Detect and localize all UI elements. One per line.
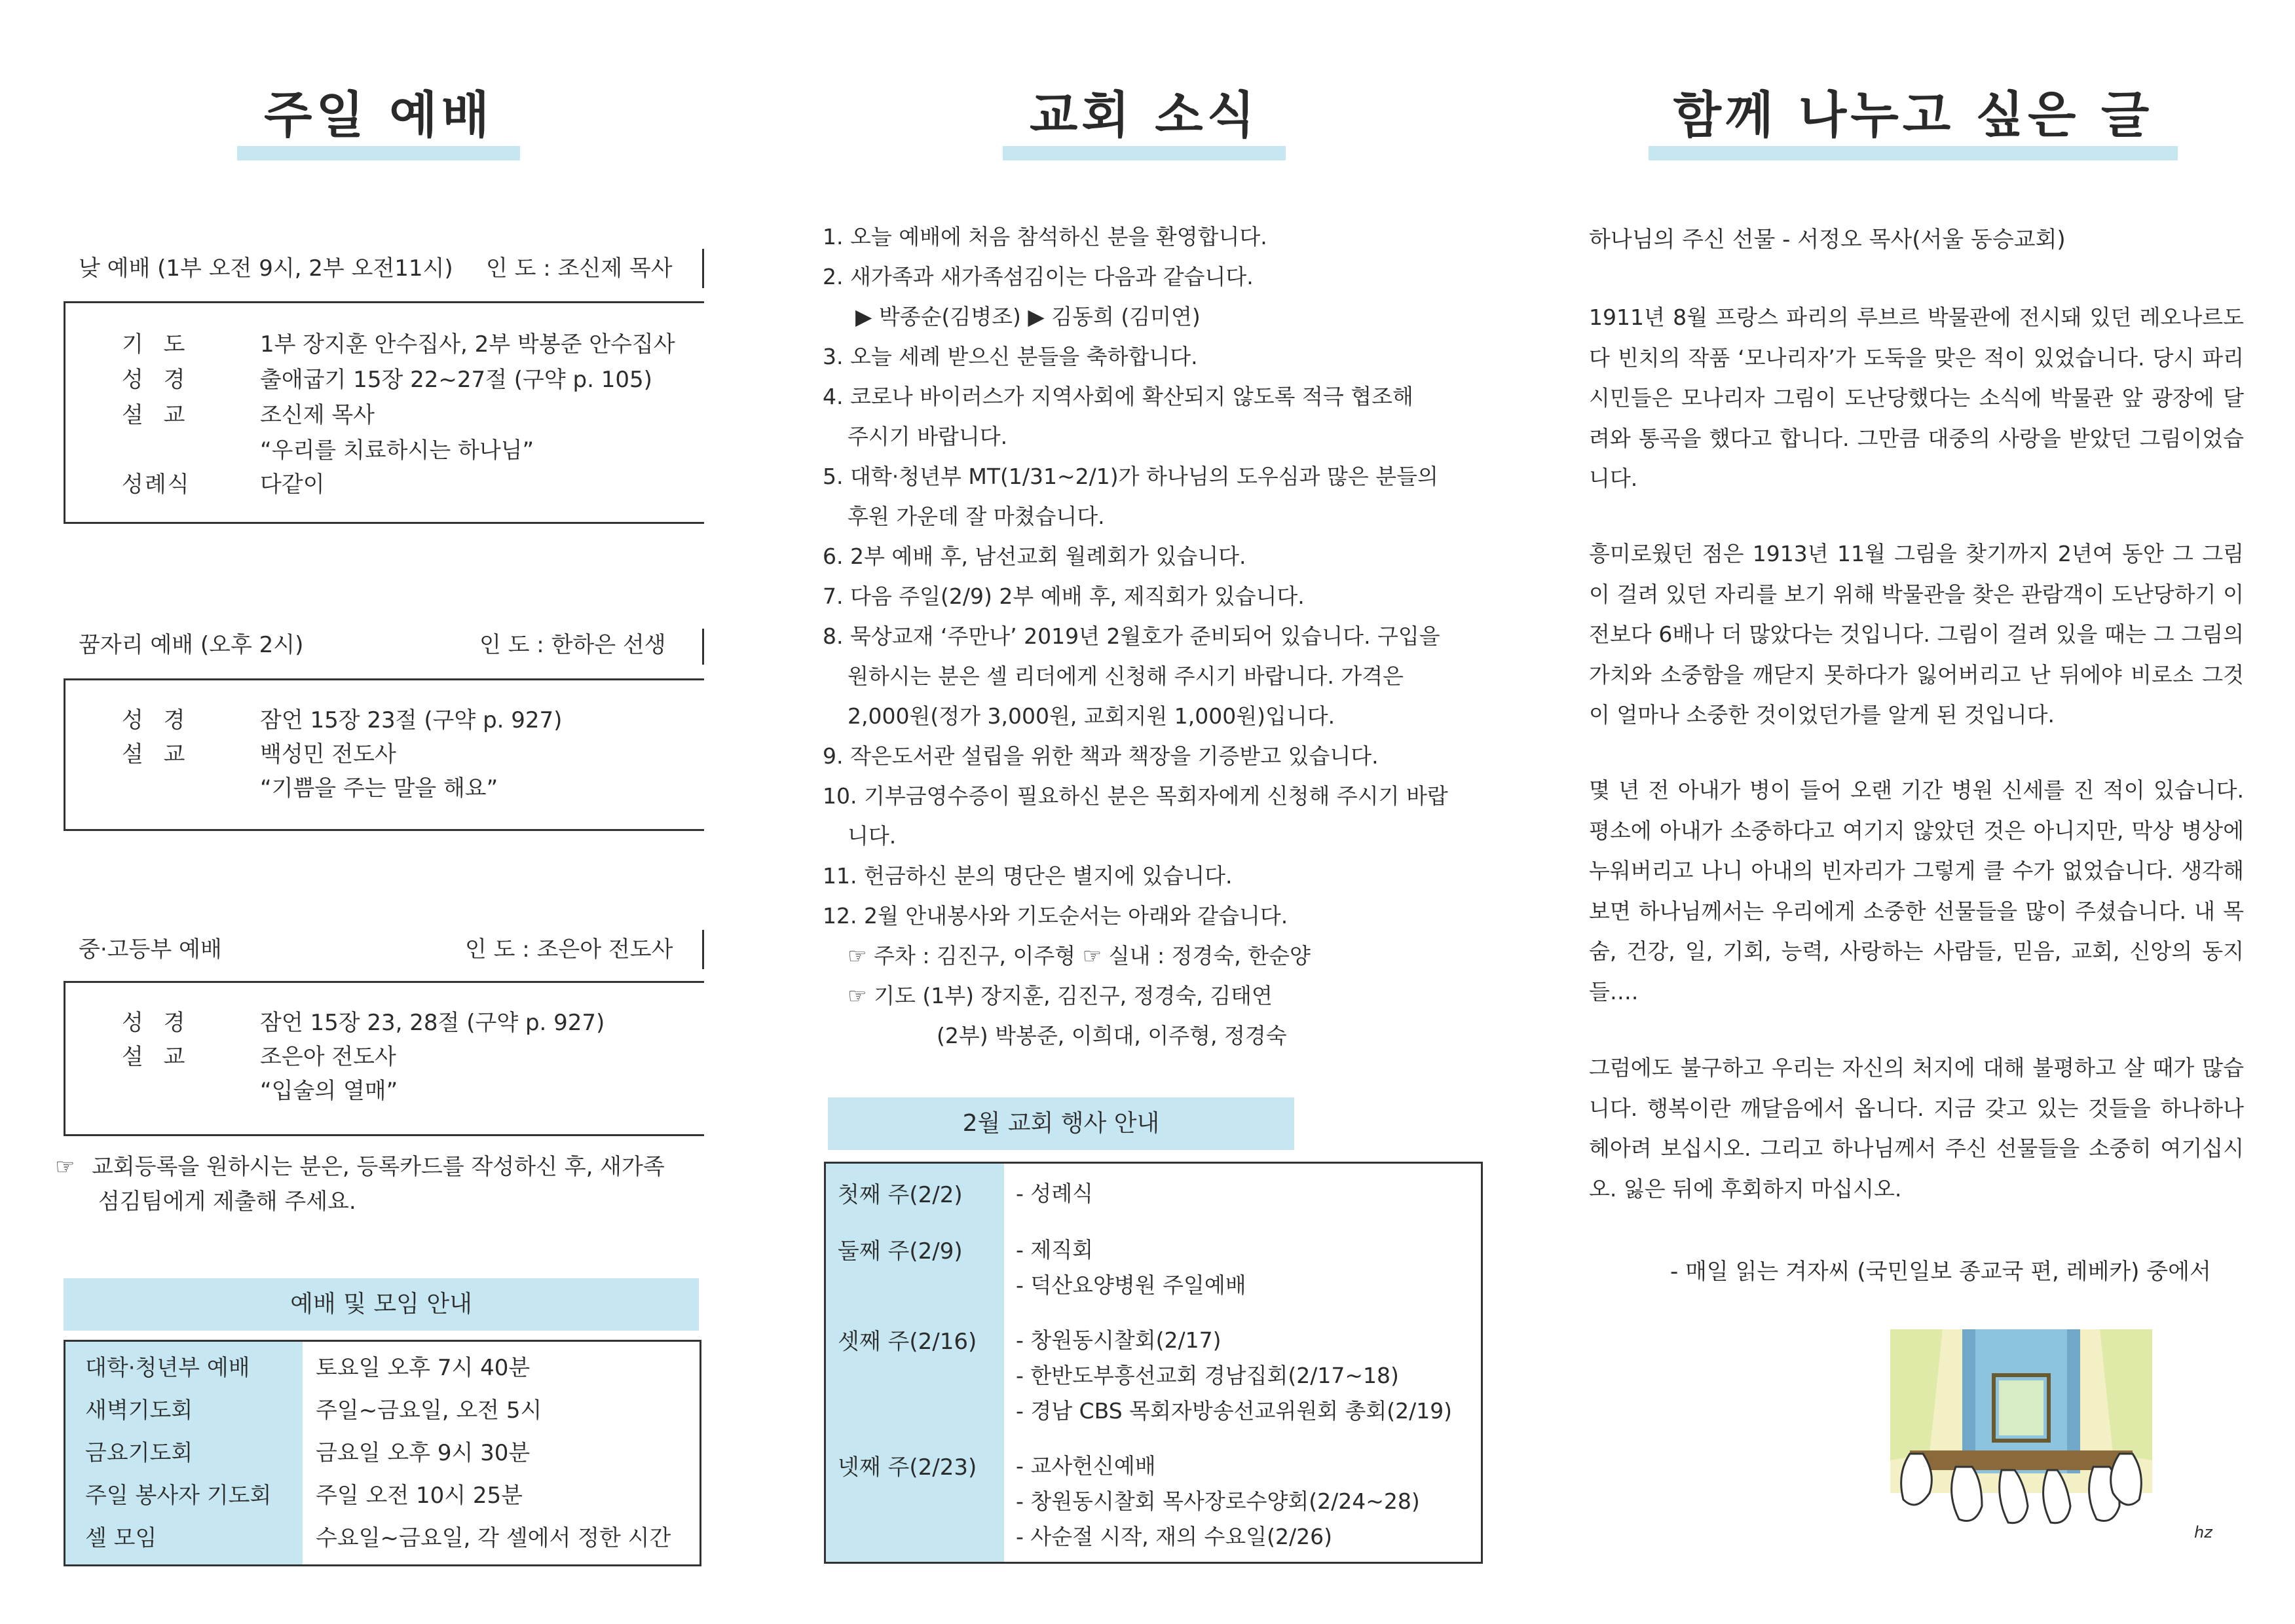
morning-service-leader: 인 도 : 조신제 목사 <box>486 255 673 282</box>
column-church-news <box>765 0 1530 1624</box>
row-value: 1부 장지훈 안수집사, 2부 박봉준 안수집사 <box>260 331 675 358</box>
artist-signature: hz <box>2194 1523 2212 1541</box>
news-item: 원하시는 분은 셀 리더에게 신청해 주시기 바랍니다. 가격은 <box>848 663 1404 689</box>
row-label: 성 경 <box>122 367 192 393</box>
box-edge <box>64 522 704 524</box>
row-value: 다같이 <box>260 471 325 498</box>
schedule-time: 토요일 오후 7시 40분 <box>316 1355 531 1381</box>
news-item: 3. 오늘 세례 받으신 분들을 축하합니다. <box>823 344 1198 369</box>
row-value: 잠언 15장 23절 (구약 p. 927) <box>260 707 563 733</box>
title-underline <box>1649 146 2178 160</box>
news-item: 11. 헌금하신 분의 명단은 별지에 있습니다. <box>823 863 1233 889</box>
row-label: 기 도 <box>122 331 192 358</box>
news-item: 10. 기부금영수증이 필요하신 분은 목회자에게 신청해 주시기 바랍 <box>823 783 1448 809</box>
schedule-time: 수요일~금요일, 각 셀에서 정한 시간 <box>316 1525 671 1551</box>
event-item: - 성례식 <box>1016 1181 1094 1206</box>
box-edge <box>702 629 704 665</box>
schedule-name: 새벽기도회 <box>85 1397 193 1424</box>
box-edge <box>702 249 704 288</box>
events-week-column <box>826 1164 1004 1562</box>
page-title-news: 교회 소식 <box>1029 86 1259 144</box>
box-edge <box>64 301 65 524</box>
box-edge <box>64 981 704 983</box>
news-item: ☞ 기도 (1부) 장지훈, 김진구, 정경숙, 김태연 <box>848 983 1273 1008</box>
registration-note-line2: 섬김팀에게 제출해 주세요. <box>98 1189 356 1215</box>
page-title-sharing: 함께 나누고 싶은 글 <box>1673 86 2154 144</box>
news-item: ☞ 주차 : 김진구, 이주형 ☞ 실내 : 정경숙, 한순양 <box>848 943 1311 969</box>
framed-painting-illustration <box>1871 1323 2172 1545</box>
schedule-table-frame <box>64 1340 701 1566</box>
box-edge <box>702 930 704 969</box>
events-header: 2월 교회 행사 안내 <box>828 1098 1294 1150</box>
news-item: 2,000원(정가 3,000원, 교회지원 1,000원)입니다. <box>848 703 1335 729</box>
news-item: ▶ 박종순(김병조) ▶ 김동희 (김미연) <box>855 304 1201 329</box>
event-item: - 창원동시찰회 목사장로수양회(2/24~28) <box>1016 1488 1420 1514</box>
news-item: 후원 가운데 잘 마쳤습니다. <box>848 504 1105 529</box>
registration-note-line1: 교회등록을 원하시는 분은, 등록카드를 작성하신 후, 새가족 <box>92 1154 665 1180</box>
event-week: 셋째 주(2/16) <box>838 1329 977 1355</box>
row-label: 성례식 <box>122 471 191 498</box>
event-item: - 교사헌신예배 <box>1016 1453 1156 1479</box>
event-week: 넷째 주(2/23) <box>838 1454 977 1481</box>
title-underline <box>237 146 520 160</box>
box-edge <box>64 678 704 680</box>
news-title-block <box>1003 69 1286 160</box>
sharing-title-block <box>1649 69 2178 160</box>
youth-service-leader: 인 도 : 조은아 전도사 <box>465 936 673 963</box>
schedule-time: 주일 오전 10시 25분 <box>316 1483 523 1509</box>
row-value: 잠언 15장 23, 28절 (구약 p. 927) <box>260 1010 605 1036</box>
news-item: 2. 새가족과 새가족섬김이는 다음과 같습니다. <box>823 264 1254 289</box>
youth-service-heading: 중·고등부 예배 <box>79 936 222 963</box>
row-label: 성 경 <box>122 707 192 733</box>
row-label: 설 교 <box>122 402 192 428</box>
row-label: 설 교 <box>122 1044 192 1070</box>
children-service-heading: 꿈자리 예배 (오후 2시) <box>79 632 304 658</box>
sermon-title: “우리를 치료하시는 하나님” <box>260 437 534 464</box>
pointing-hand-icon: ☞ <box>55 1154 75 1180</box>
essay-paragraph: 흥미로웠던 점은 1913년 11월 그림을 찾기까지 2년여 동안 그 그림이 걸려 있던 자리를 보기 위해 박물관을 찾은 관람객이 도난당하기 이전보다 6배나 더 많았다는 것입니다. 그림이 걸려 있을 때는 그 그림의 가치와 소중함을 깨닫지 못하다가 잃어버리고 난 뒤에야 비로소 그것이 얼마나 소중한 것이었던가를 알게 된 것입니다. <box>1589 541 2244 728</box>
column-worship <box>0 0 765 1624</box>
picture-canvas <box>1999 1380 2043 1435</box>
essay-source: - 매일 읽는 겨자씨 (국민일보 종교국 편, 레베카) 중에서 <box>1670 1259 2211 1285</box>
box-edge <box>64 301 704 303</box>
essay-paragraph: 그럼에도 불구하고 우리는 자신의 처지에 대해 불평하고 살 때가 많습니다. 행복이란 깨달음에서 옵니다. 지금 갖고 있는 것들을 하나하나 헤아려 보십시오. 그리고 하나님께서 주신 선물들을 소중히 여기십시오. 잃은 뒤에 후회하지 마십시오. <box>1589 1055 2244 1202</box>
news-item: 5. 대학·청년부 MT(1/31~2/1)가 하나님의 도우심과 많은 분들의 <box>823 464 1438 489</box>
worship-title-block <box>237 69 520 160</box>
children-service-leader: 인 도 : 한하은 선생 <box>479 632 666 658</box>
schedule-name: 금요기도회 <box>85 1440 193 1466</box>
event-item: - 창원동시찰회(2/17) <box>1016 1327 1222 1353</box>
news-item: (2부) 박봉준, 이희대, 이주형, 정경숙 <box>937 1023 1287 1048</box>
box-edge <box>64 1134 704 1136</box>
page-title-worship: 주일 예배 <box>263 86 494 144</box>
row-value: 백성민 전도사 <box>260 741 396 767</box>
box-edge <box>64 678 65 831</box>
row-value: 조신제 목사 <box>260 402 375 428</box>
event-item: - 사순절 시작, 재의 수요일(2/26) <box>1016 1524 1332 1549</box>
event-item: - 한반도부흥선교회 경남집회(2/17~18) <box>1016 1363 1399 1388</box>
essay-paragraph: 몇 년 전 아내가 병이 들어 오랜 기간 병원 신세를 진 적이 있습니다. 평소에 아내가 소중하다고 여기지 않았던 것은 아니지만, 막상 병상에 누워버리고 나니 아내의 빈자리가 그렇게 클 수가 없었습니다. 생각해 보면 하나님께서는 우리에게 소중한 선물들을 많이 주셨습니다. 내 목숨, 건강, 일, 기회, 능력, 사랑하는 사람들, 믿음, 교회, 신앙의 동지들…. <box>1589 777 2244 1005</box>
schedule-name: 대학·청년부 예배 <box>85 1355 250 1381</box>
essay-paragraph: 1911년 8월 프랑스 파리의 루브르 박물관에 전시돼 있던 레오나르도 다 빈치의 작품 ‘모나리자’가 도둑을 맞은 적이 있었습니다. 당시 파리 시민들은 모나리자 그림이 도난당했다는 소식에 박물관 앞 광장에 달려와 통곡을 했다고 합니다. 그만큼 대중의 사랑을 받았던 그림이었습니다. <box>1589 304 2244 491</box>
event-week: 첫째 주(2/2) <box>838 1182 963 1208</box>
schedule-time: 금요일 오후 9시 30분 <box>316 1440 531 1466</box>
news-item: 12. 2월 안내봉사와 기도순서는 아래와 같습니다. <box>823 903 1288 929</box>
news-item: 4. 코로나 바이러스가 지역사회에 확산되지 않도록 적극 협조해 <box>823 384 1413 409</box>
events-table <box>824 1162 1483 1564</box>
column-sharing <box>1530 0 2295 1624</box>
schedule-header: 예배 및 모임 안내 <box>64 1278 699 1331</box>
row-label: 설 교 <box>122 741 192 767</box>
morning-service-heading: 낮 예배 (1부 오전 9시, 2부 오전11시) <box>79 255 453 282</box>
row-label: 성 경 <box>122 1010 192 1036</box>
event-item: - 제직회 <box>1016 1237 1094 1263</box>
schedule-time: 주일~금요일, 오전 5시 <box>316 1397 542 1424</box>
news-item: 9. 작은도서관 설립을 위한 책과 책장을 기증받고 있습니다. <box>823 743 1379 769</box>
box-edge <box>64 981 65 1136</box>
news-item: 1. 오늘 예배에 처음 참석하신 분을 환영합니다. <box>823 224 1267 249</box>
news-item: 8. 묵상교재 ‘주만나’ 2019년 2월호가 준비되어 있습니다. 구입을 <box>823 623 1440 649</box>
schedule-name: 주일 봉사자 기도회 <box>85 1483 272 1509</box>
event-item: - 경남 CBS 목회자방송선교위원회 총회(2/19) <box>1016 1398 1453 1424</box>
schedule-name: 셀 모임 <box>85 1525 157 1551</box>
row-value: 조은아 전도사 <box>260 1044 396 1070</box>
box-edge <box>64 829 704 831</box>
event-week: 둘째 주(2/9) <box>838 1238 963 1264</box>
event-item: - 덕산요양병원 주일예배 <box>1016 1272 1246 1298</box>
sermon-title: “기쁨을 주는 말을 해요” <box>260 775 498 802</box>
news-item: 주시기 바랍니다. <box>848 424 1008 449</box>
news-item: 7. 다음 주일(2/9) 2부 예배 후, 제직회가 있습니다. <box>823 583 1305 609</box>
row-value: 출애굽기 15장 22~27절 (구약 p. 105) <box>260 367 652 393</box>
news-item: 니다. <box>848 823 897 849</box>
essay-subtitle: 하나님의 주신 선물 - 서정오 목사(서울 동승교회) <box>1589 227 2066 253</box>
sermon-title: “입술의 열매” <box>260 1078 398 1104</box>
news-item: 6. 2부 예배 후, 남선교회 월례회가 있습니다. <box>823 544 1246 569</box>
title-underline <box>1003 146 1286 160</box>
